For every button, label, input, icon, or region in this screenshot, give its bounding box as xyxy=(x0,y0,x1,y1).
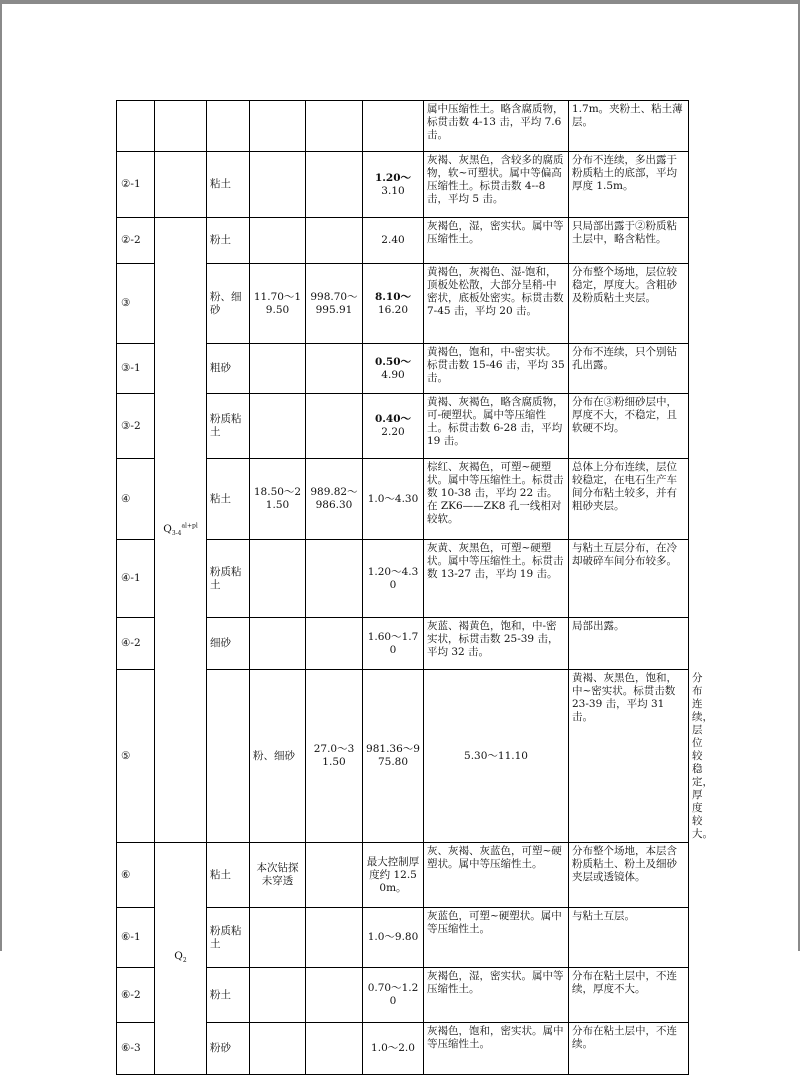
thickness-min: 8.10～ xyxy=(374,290,412,303)
thickness: 1.0～4.30 xyxy=(363,459,424,540)
description: 灰褐色，湿，密实状。属中等压缩性土。 xyxy=(424,218,569,264)
elevation xyxy=(306,968,363,1023)
elevation xyxy=(306,101,363,152)
depth xyxy=(250,908,306,968)
depth xyxy=(250,344,306,394)
soil-name: 粉土 xyxy=(207,968,250,1023)
distribution: 分布不连续，多出露于粉质粘土的底部，平均厚度 1.5m。 xyxy=(569,152,689,218)
description: 黄褐、灰黑色，饱和，中~密实状。标贯击数 23-39 击，平均 31 击。 xyxy=(569,670,689,843)
elevation xyxy=(306,152,363,218)
description: 灰蓝色，可塑~硬塑状。属中等压缩性土。 xyxy=(424,908,569,968)
depth: 本次钻探未穿透 xyxy=(250,843,306,908)
thickness: 1.60～1.70 xyxy=(363,618,424,670)
thickness: 5.30～11.10 xyxy=(424,670,569,843)
distribution: 分布整个场地，层位较稳定，厚度大。含粗砂及粉质粘土夹层。 xyxy=(569,264,689,344)
description: 棕红、灰褐色，可塑~硬塑状。属中等压缩性土。标贯击数 10-38 击，平均 22 击。在 ZK6——ZK8 孔一线相对较软。 xyxy=(424,459,569,540)
soil-name: 粗砂 xyxy=(207,344,250,394)
depth xyxy=(250,540,306,618)
viewer-top-border xyxy=(0,0,800,4)
thickness-min: 0.40～ xyxy=(374,413,412,425)
soil-name: 粉、细砂 xyxy=(207,264,250,344)
depth xyxy=(250,1023,306,1075)
age-cell xyxy=(155,152,207,218)
elevation xyxy=(306,540,363,618)
distribution: 分布整个场地，本层含粉质粘土、粉土及细砂夹层或透镜体。 xyxy=(569,843,689,908)
depth xyxy=(250,218,306,264)
soil-name: 粘土 xyxy=(207,843,250,908)
age-q2: $Q_2$ xyxy=(174,949,187,965)
table-row xyxy=(117,843,689,908)
age-q3-cell xyxy=(155,218,207,843)
stratum-table xyxy=(116,100,713,1075)
description: 灰褐色，湿，密实状。属中等压缩性土。 xyxy=(424,968,569,1023)
depth: 11.70～19.50 xyxy=(250,264,306,344)
age-q2-cell xyxy=(155,843,207,1075)
thickness xyxy=(363,101,424,152)
layer-id: ④-1 xyxy=(117,540,155,618)
soil-name: 粉土 xyxy=(207,218,250,264)
distribution: 与粘土互层分布，在冷却破碎车间分布较多。 xyxy=(569,540,689,618)
thickness: 0.70～1.20 xyxy=(363,968,424,1023)
description: 黄褐色，饱和，中-密实状。标贯击数 15-46 击，平均 35 击。 xyxy=(424,344,569,394)
thickness-max: 2.20 xyxy=(381,426,405,438)
description: 灰、灰褐、灰蓝色，可塑~硬塑状。属中等压缩性土。 xyxy=(424,843,569,908)
table-row xyxy=(117,152,689,218)
description: 灰褐色，饱和，密实状。属中等压缩性土。 xyxy=(424,1023,569,1075)
soil-name: 粉、细砂 xyxy=(250,670,306,843)
layer-id: ④ xyxy=(117,459,155,540)
distribution: 分布在粘土层中，不连续。 xyxy=(569,1023,689,1075)
table-row: ⑤ 粉、细砂 27.0～31.50 981.36～975.80 5.30～11.10 黄褐、灰黑色，饱和，中~密实状。标贯击数 23-39 击，平均 31 击。 分布连续，层位较稳定，厚度较大。 xyxy=(117,670,689,843)
layer-id: ⑤ xyxy=(117,670,155,843)
soil-name: 粉砂 xyxy=(207,1023,250,1075)
layer-id: ⑥-1 xyxy=(117,908,155,968)
thickness xyxy=(363,152,424,218)
layer-id: ③-1 xyxy=(117,344,155,394)
thickness xyxy=(363,344,424,394)
soil-name: 粘土 xyxy=(207,152,250,218)
elevation xyxy=(306,908,363,968)
description: 黄褐色，灰褐色、湿-饱和，顶板处松散，大部分呈稍-中密状，底板处密实。标贯击数 7-45 击，平均 20 击。 xyxy=(424,264,569,344)
thickness-max: 4.90 xyxy=(381,368,405,381)
layer-id: ③-2 xyxy=(117,394,155,459)
thickness-min: 1.20～ xyxy=(374,171,412,184)
soil-name: 粉质粘土 xyxy=(207,394,250,459)
description: 灰蓝、褐黄色，饱和，中-密实状，标贯击数 25-39 击，平均 32 击。 xyxy=(424,618,569,670)
layer-id: ⑥-3 xyxy=(117,1023,155,1075)
depth: 18.50～21.50 xyxy=(250,459,306,540)
soil-name: 粉质粘土 xyxy=(207,908,250,968)
layer-id: ⑥-2 xyxy=(117,968,155,1023)
distribution: 1.7m。夹粉土、粘土薄层。 xyxy=(569,101,689,152)
age-q3: $Q_{3-4}^{al+pl}$ xyxy=(163,522,198,538)
depth: 27.0～31.50 xyxy=(306,670,363,843)
soil-name: 粉质粘土 xyxy=(207,540,250,618)
thickness xyxy=(363,264,424,344)
thickness: 2.40 xyxy=(363,218,424,264)
depth xyxy=(250,618,306,670)
distribution: 只局部出露于②粉质粘土层中，略含粘性。 xyxy=(569,218,689,264)
distribution: 局部出露。 xyxy=(569,618,689,670)
layer-id: ②-1 xyxy=(117,152,155,218)
distribution: 与粘土互层。 xyxy=(569,908,689,968)
distribution: 分布在粘土层中，不连续，厚度不大。 xyxy=(569,968,689,1023)
depth xyxy=(250,968,306,1023)
thickness: 最大控制厚度约 12.50m。 xyxy=(363,843,424,908)
layer-id: ④-2 xyxy=(117,618,155,670)
distribution: 总体上分布连续，层位较稳定，在电石生产车间分布粘土较多，并有粗砂夹层。 xyxy=(569,459,689,540)
elevation: 981.36～975.80 xyxy=(363,670,424,843)
document-page xyxy=(116,100,713,1075)
elevation xyxy=(306,344,363,394)
thickness xyxy=(363,394,424,459)
layer-id: ③ xyxy=(117,264,155,344)
description: 灰褐、灰黑色，含较多的腐质物，软~可塑状。属中等偏高压缩性土。标贯击数 4--8 击，平均 5 击。 xyxy=(424,152,569,218)
soil-name: 粘土 xyxy=(207,459,250,540)
table-row xyxy=(117,101,689,152)
thickness: 1.0～2.0 xyxy=(363,1023,424,1075)
soil-name: 细砂 xyxy=(207,618,250,670)
elevation xyxy=(306,394,363,459)
thickness-max: 3.10 xyxy=(381,184,405,197)
elevation xyxy=(306,843,363,908)
thickness: 1.20～4.30 xyxy=(363,540,424,618)
distribution: 分布在③粉细砂层中，厚度不大，不稳定，且软硬不均。 xyxy=(569,394,689,459)
elevation: 998.70～995.91 xyxy=(306,264,363,344)
distribution: 分布不连续，只个别钻孔出露。 xyxy=(569,344,689,394)
layer-id xyxy=(117,101,155,152)
soil-name xyxy=(207,101,250,152)
thickness: 1.0～9.80 xyxy=(363,908,424,968)
elevation: 989.82～986.30 xyxy=(306,459,363,540)
elevation xyxy=(306,1023,363,1075)
depth xyxy=(250,152,306,218)
elevation xyxy=(306,618,363,670)
age-cell xyxy=(155,101,207,152)
viewer-left-border xyxy=(0,0,2,951)
depth xyxy=(250,101,306,152)
description: 灰黄、灰黑色，可塑~硬塑状。属中等压缩性土。标贯击数 13-27 击，平均 19 击。 xyxy=(424,540,569,618)
depth xyxy=(250,394,306,459)
layer-id: ②-2 xyxy=(117,218,155,264)
description: 属中压缩性土。略含腐质物，标贯击数 4-13 击，平均 7.6 击。 xyxy=(424,101,569,152)
elevation xyxy=(306,218,363,264)
age-cell xyxy=(207,670,250,843)
description: 黄褐、灰褐色，略含腐质物，可-硬塑状。属中等压缩性土。标贯击数 6-28 击，平均 19 击。 xyxy=(424,394,569,459)
thickness-min: 0.50～ xyxy=(374,355,412,368)
layer-id: ⑥ xyxy=(117,843,155,908)
table-row xyxy=(117,218,689,264)
thickness-max: 16.20 xyxy=(377,303,409,316)
